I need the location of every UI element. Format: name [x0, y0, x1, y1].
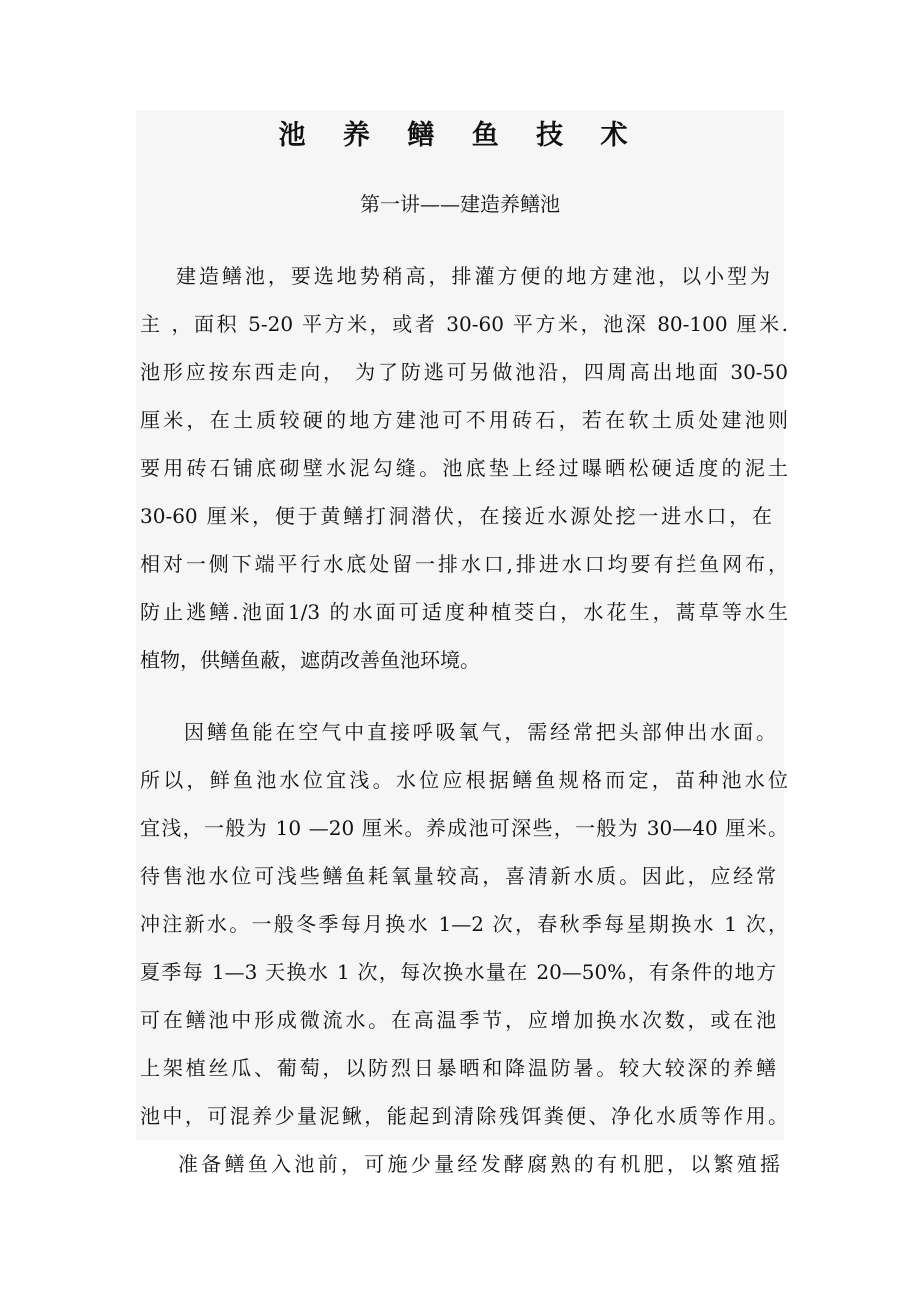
paragraph-1-line: 相对一侧下端平行水底处留一排水口,排进水口均要有拦鱼网布，: [140, 552, 788, 576]
paragraph-1-line: 池形应按东西走向， 为了防逃可另做池沿，四周高出地面 30-50: [140, 360, 788, 384]
paragraph-1-line: 厘米，在土质较硬的地方建池可不用砖石，若在软土质处建池则: [140, 408, 788, 432]
paragraph-2-line: 可在鳝池中形成微流水。在高温季节，应增加换水次数，或在池: [140, 1008, 776, 1032]
paragraph-1-line: 植物，供鳝鱼蔽，遮荫改善鱼池环境。: [140, 648, 480, 672]
paragraph-1-line: 主 ，面积 5-20 平方米，或者 30-60 平方米，池深 80-100 厘米.: [140, 312, 788, 336]
paragraph-2-line: 池中，可混养少量泥鳅，能起到清除残饵粪便、净化水质等作用。: [140, 1104, 788, 1128]
paragraph-2-line: 夏季每 1—3 天换水 1 次，每次换水量在 20—50%，有条件的地方: [140, 960, 776, 984]
paragraph-1-line: 要用砖石铺底砌壁水泥勾缝。池底垫上经过曝晒松硬适度的泥土: [140, 456, 788, 480]
paragraph-2-line: 所以，鲜鱼池水位宜浅。水位应根据鳝鱼规格而定，苗种池水位: [140, 768, 788, 792]
paragraph-2-line: 冲注新水。一般冬季每月换水 1—2 次，春秋季每星期换水 1 次，: [140, 912, 788, 936]
paragraph-1-line: 防止逃鳝.池面1/3 的水面可适度种植茭白，水花生，蒿草等水生: [140, 600, 788, 624]
section-subtitle: 第一讲——建造养鳝池: [360, 192, 560, 216]
paragraph-1-line: 30-60 厘米，便于黄鳝打洞潜伏，在接近水源处挖一进水口，在: [140, 504, 772, 528]
paragraph-1-line: 建造鳝池，要选地势稍高，排灌方便的地方建池，以小型为: [176, 264, 770, 288]
paragraph-2-line: 宜浅，一般为 10 —20 厘米。养成池可深些，一般为 30—40 厘米。: [140, 816, 788, 840]
document-title: 池 养 鳝 鱼 技 术: [278, 120, 642, 151]
paragraph-2-line: 因鳝鱼能在空气中直接呼吸氧气，需经常把头部伸出水面。: [184, 720, 776, 744]
paragraph-3-line: 准备鳝鱼入池前，可施少量经发酵腐熟的有机肥，以繁殖摇: [178, 1152, 780, 1176]
paragraph-2-line: 上架植丝瓜、葡萄，以防烈日暴晒和降温防暑。较大较深的养鳝: [140, 1056, 776, 1080]
paragraph-2-line: 待售池水位可浅些鳝鱼耗氧量较高，喜清新水质。因此，应经常: [140, 864, 776, 888]
